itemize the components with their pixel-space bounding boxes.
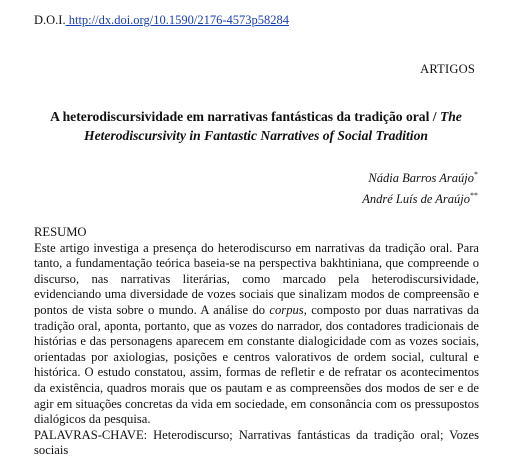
title-english: The Heterodiscursivity in Fantastic Narratives of Social Tradition — [84, 109, 462, 143]
author-1 — [362, 166, 478, 187]
title-portuguese: A heterodiscursividade em narrativas fantásticas da tradição oral / — [50, 109, 440, 124]
abstract — [34, 225, 479, 459]
doi-link[interactable]: http://dx.doi.org/10.1590/2176-4573p58284 — [65, 13, 289, 27]
doi-line — [34, 13, 289, 28]
author-list — [362, 166, 478, 208]
section-label: ARTIGOS — [420, 62, 475, 76]
article-title — [30, 107, 482, 145]
author-footnote-mark: ** — [470, 191, 478, 201]
abstract-text-part-2: composto por duas narrativas da tradição oral, aponta, portanto, que as vozes do narrador, dos contadores tradicionais de histórias e das personagens aparecem em constante dialogicidade com as vozes sociais, orientadas por axiologias, posições e centros valorativos de ordem social, cultural e histórica. O estudo constatou, assim, formas de refletir e de refratar os acontecimentos da existência, quadros morais que os pautam e as compreensões dos modos de ser e de agir em situações concretas da vida em sociedade, em consonância com os pressupostos dialógicos da pesquisa. — [34, 302, 479, 427]
abstract-corpus-term: corpus, — [269, 302, 307, 317]
abstract-text-part-1: Este artigo investiga a presença do heterodiscurso em narrativas da tradição oral. Para tanto, a fundamentação teórica baseia-se na perspectiva bakhtiniana, que compreende o discurso, nas narrativas literárias, como marcado pela heterodiscursividade, evidenciando uma diversidade de vozes sociais que sinalizam modos de compreensão e pontos de vista sobre o mundo. A análise do — [34, 240, 479, 317]
author-name: André Luís de Araújo — [362, 192, 470, 207]
author-name: Nádia Barros Araújo — [368, 171, 474, 186]
keywords — [34, 428, 479, 459]
abstract-body — [34, 241, 479, 428]
author-footnote-mark: * — [474, 170, 478, 179]
doi-label: D.O.I. — [34, 13, 66, 27]
keywords-list: Heterodiscurso; Narrativas fantásticas da tradição oral; Vozes sociais — [34, 427, 479, 458]
abstract-heading: RESUMO — [34, 225, 87, 239]
keywords-label: PALAVRAS-CHAVE: — [34, 427, 148, 442]
author-2 — [362, 187, 478, 208]
